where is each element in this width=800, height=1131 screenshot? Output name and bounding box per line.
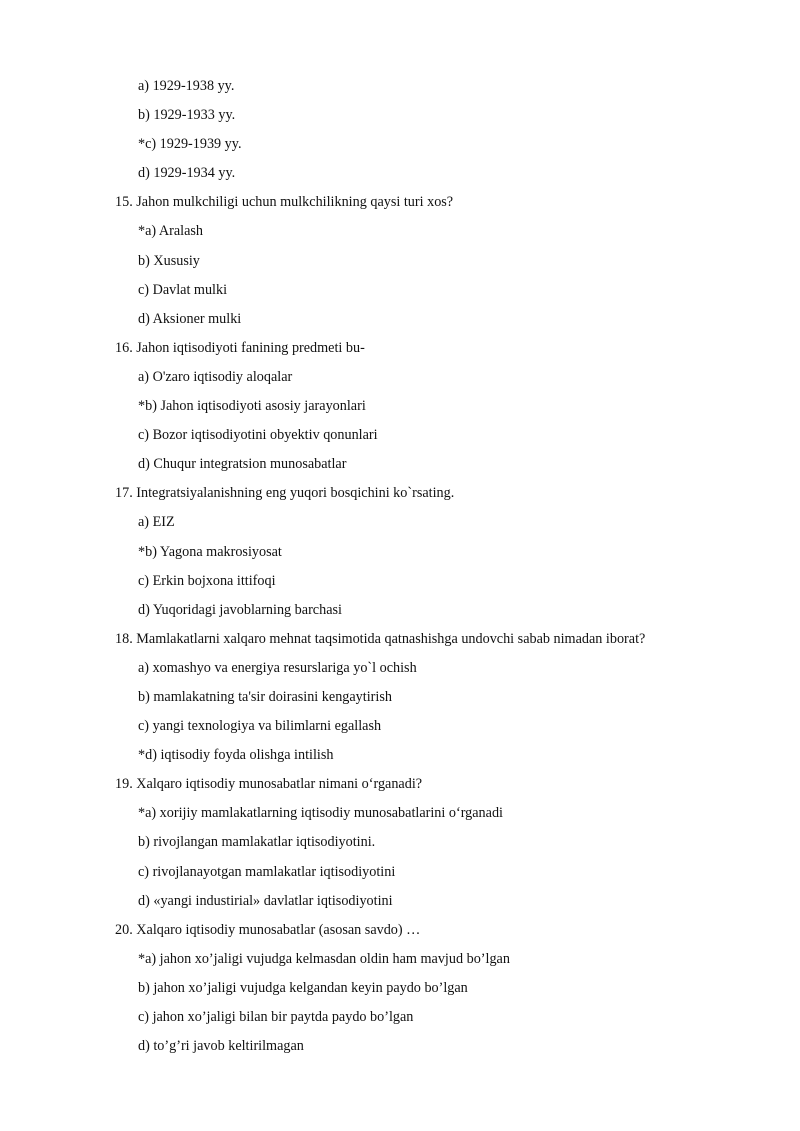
answer-option: *b) Yagona makrosiyosat (138, 543, 282, 560)
question-text: 17. Integratsiyalanishning eng yuqori bosqichini ko`rsating. (115, 485, 455, 502)
question-text: 15. Jahon mulkchiligi uchun mulkchilikning qaysi turi xos? (115, 194, 454, 211)
answer-option: *a) xorijiy mamlakatlarning iqtisodiy munosabatlarini o‘rganadi (138, 805, 503, 822)
answer-option: d) Yuqoridagi javoblarning barchasi (138, 601, 342, 618)
answer-option: a) O'zaro iqtisodiy aloqalar (138, 368, 293, 385)
answer-option: b) jahon xo’jaligi vujudga kelgandan keyin paydo bo’lgan (138, 979, 468, 996)
answer-option: d) Aksioner mulki (138, 310, 242, 327)
answer-option: d) Chuqur integratsion munosabatlar (138, 456, 347, 473)
answer-option: a) xomashyo va energiya resurslariga yo`l ochish (138, 659, 417, 676)
answer-option: a) EIZ (138, 514, 175, 531)
answer-option: d) to’g’ri javob keltirilmagan (138, 1038, 304, 1055)
answer-option: *a) jahon xo’jaligi vujudga kelmasdan oldin ham mavjud bo’lgan (138, 950, 510, 967)
answer-option: b) rivojlangan mamlakatlar iqtisodiyotini. (138, 834, 376, 851)
answer-option: d) «yangi industirial» davlatlar iqtisodiyotini (138, 892, 393, 909)
answer-option: b) 1929-1933 yy. (138, 107, 236, 124)
answer-option: *d) iqtisodiy foyda olishga intilish (138, 747, 334, 764)
answer-option: *a) Aralash (138, 223, 203, 240)
answer-option: c) rivojlanayotgan mamlakatlar iqtisodiyotini (138, 863, 396, 880)
answer-option: b) Xususiy (138, 252, 200, 269)
answer-option: b) mamlakatning ta'sir doirasini kengaytirish (138, 688, 392, 705)
answer-option: c) Bozor iqtisodiyotini obyektiv qonunlari (138, 427, 378, 444)
quiz-content (0, 72, 800, 1061)
answer-option: c) Davlat mulki (138, 281, 228, 298)
answer-option: *c) 1929-1939 yy. (138, 136, 242, 153)
answer-option: c) yangi texnologiya va bilimlarni egallash (138, 718, 382, 735)
question-text: 18. Mamlakatlarni xalqaro mehnat taqsimotida qatnashishga undovchi sabab nimadan iborat? (115, 630, 646, 647)
answer-option: c) Erkin bojxona ittifoqi (138, 572, 276, 589)
answer-option: *b) Jahon iqtisodiyoti asosiy jarayonlari (138, 398, 366, 415)
answer-option: a) 1929-1938 yy. (138, 78, 235, 94)
answer-option: d) 1929-1934 yy. (138, 165, 236, 182)
question-text: 20. Xalqaro iqtisodiy munosabatlar (asosan savdo) … (115, 921, 421, 938)
question-text: 16. Jahon iqtisodiyoti fanining predmeti bu- (115, 339, 365, 356)
answer-option: c) jahon xo’jaligi bilan bir paytda paydo bo’lgan (138, 1009, 414, 1025)
question-text: 19. Xalqaro iqtisodiy munosabatlar nimani o‘rganadi? (115, 776, 423, 793)
